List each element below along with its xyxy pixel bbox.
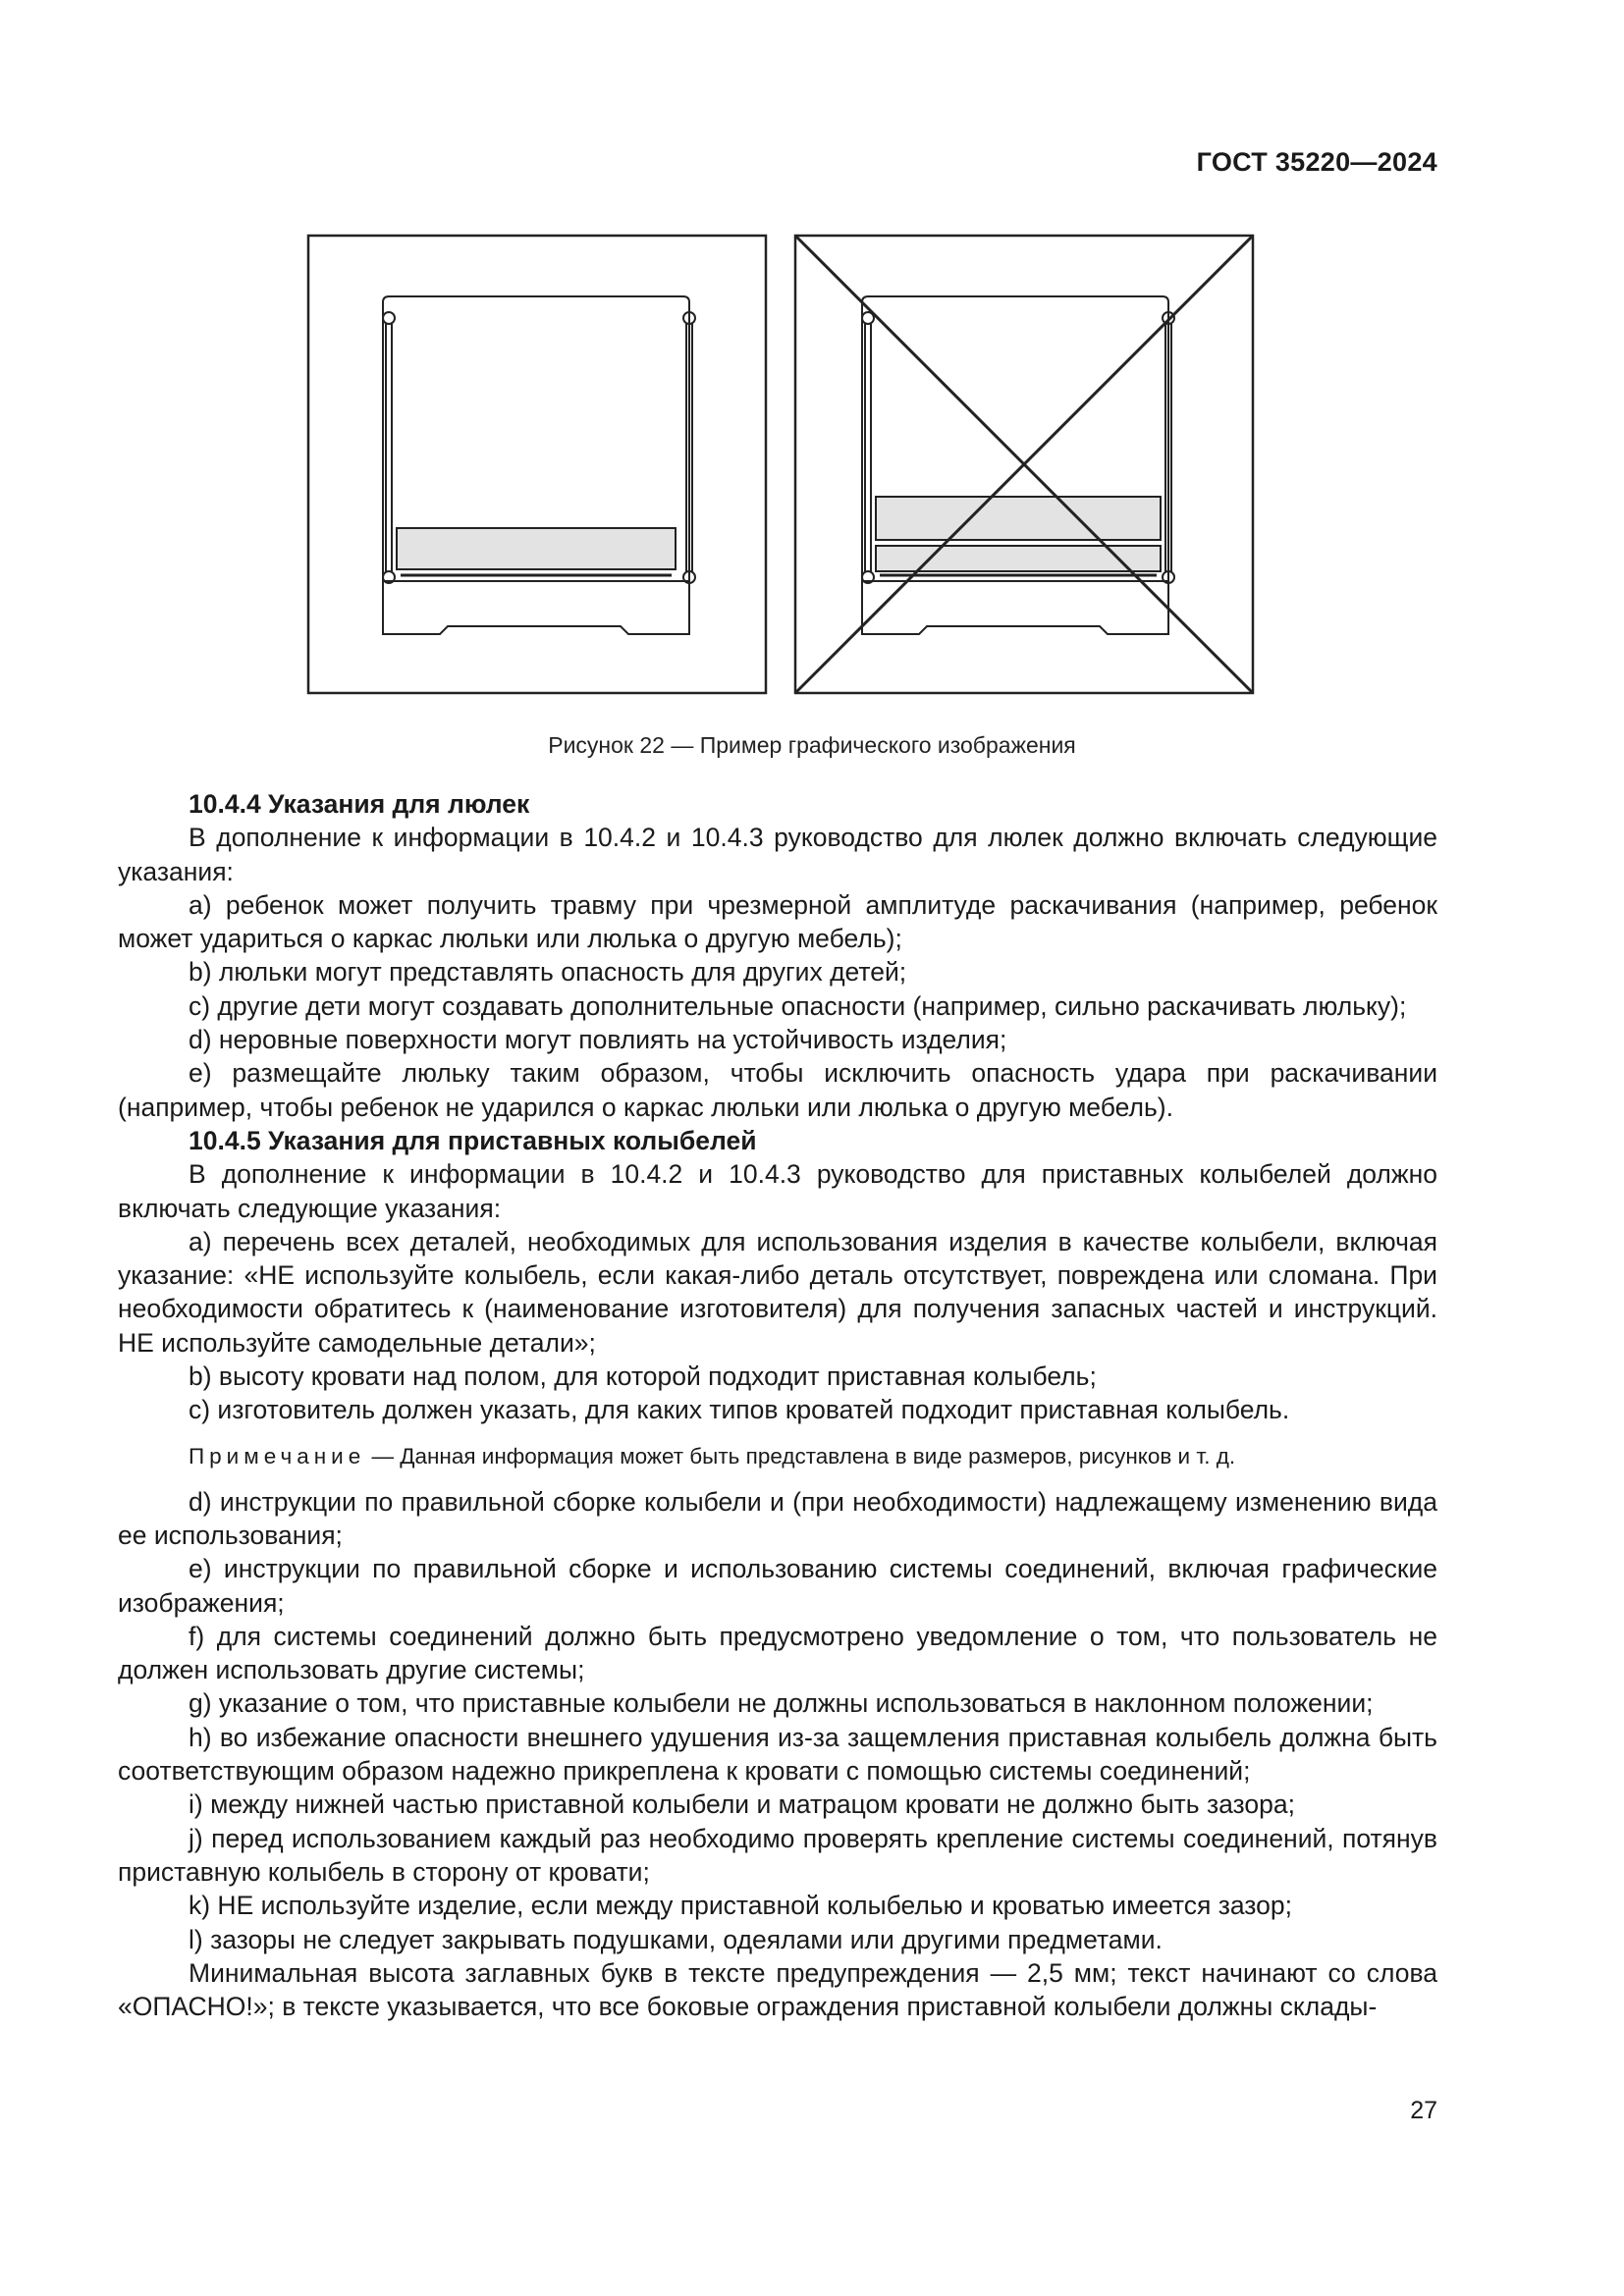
list-item: j) перед использованием каждый раз необходимо проверять крепление системы соединений, потянув приставную колыбель в сторону от кровати; xyxy=(118,1823,1437,1887)
list-item: а) ребенок может получить травму при чрезмерной амплитуде раскачивания (например, ребенок может удариться о каркас люльки или люлька о другую мебель); xyxy=(118,889,1437,954)
figure-22 xyxy=(306,234,1255,695)
document-header: ГОСТ 35220—2024 xyxy=(1196,147,1437,177)
paragraph: В дополнение к информации в 10.4.2 и 10.4.3 руководство для приставных колыбелей должно включать следующие указания: xyxy=(118,1159,1437,1223)
list-item: d) инструкции по правильной сборке колыбели и (при необходимости) надлежащему изменению вида ее использования; xyxy=(118,1486,1437,1550)
list-item: с) другие дети могут создавать дополнительные опасности (например, сильно раскачивать люльку); xyxy=(189,990,1407,1021)
list-item: d) неровные поверхности могут повлиять на устойчивость изделия; xyxy=(189,1025,1007,1055)
paragraph: В дополнение к информации в 10.4.2 и 10.4.3 руководство для люлек должно включать следующие указания: xyxy=(118,823,1437,886)
list-item: а) перечень всех деталей, необходимых для использования изделия в качестве колыбели, включая указание: «НЕ используйте колыбель, если какая-либо деталь отсутствует, повреждена или сломана. При необходимости обратитесь к (наименование изготовителя) для получения запасных частей и инструкций. НЕ используйте самодельные детали»; xyxy=(118,1226,1437,1358)
document-body xyxy=(118,787,1437,2023)
figure-panel-incorrect xyxy=(795,236,1253,693)
list-item: h) во избежание опасности внешнего удушения из-за защемления приставная колыбель должна быть соответствующим образом надежно прикреплена к кровати с помощью системы соединений; xyxy=(118,1722,1437,1787)
list-item: b) высоту кровати над полом, для которой подходит приставная колыбель; xyxy=(189,1362,1097,1392)
figure-panel-correct xyxy=(308,236,766,693)
note-text: — Данная информация может быть представлена в виде размеров, рисунков и т. д. xyxy=(365,1443,1236,1468)
note-label: Примечание xyxy=(189,1443,366,1468)
list-item: i) между нижней частью приставной колыбели и матрацом кровати не должно быть зазора; xyxy=(189,1789,1295,1820)
note xyxy=(118,1440,1437,1473)
list-item: е) размещайте люльку таким образом, чтобы исключить опасность удара при раскачивании (например, чтобы ребенок не ударился о каркас люльки или люлька о другую мебель). xyxy=(118,1058,1437,1122)
figure-drawing xyxy=(306,234,1255,695)
list-item: l) зазоры не следует закрывать подушками, одеялами или другими предметами. xyxy=(189,1924,1163,1954)
page-number: 27 xyxy=(1410,2097,1437,2124)
figure-caption: Рисунок 22 — Пример графического изображения xyxy=(548,732,1076,758)
list-item: f) для системы соединений должно быть предусмотрено уведомление о том, что пользователь не должен использовать другие системы; xyxy=(118,1621,1437,1685)
list-item: е) инструкции по правильной сборке и использованию системы соединений, включая графические изображения; xyxy=(118,1554,1437,1618)
paragraph: Минимальная высота заглавных букв в тексте предупреждения — 2,5 мм; текст начинают со слова «ОПАСНО!»; в тексте указывается, что все боковые ограждения приставной колыбели должны склады- xyxy=(118,1957,1437,2022)
section-heading-10-4-5: 10.4.5 Указания для приставных колыбелей xyxy=(189,1125,757,1155)
list-item: b) люльки могут представлять опасность для других детей; xyxy=(189,957,907,988)
list-item: k) НЕ используйте изделие, если между приставной колыбелью и кроватью имеется зазор; xyxy=(189,1891,1292,1921)
list-item: g) указание о том, что приставные колыбели не должны использоваться в наклонном положении; xyxy=(189,1688,1374,1719)
list-item: с) изготовитель должен указать, для каких типов кроватей подходит приставная колыбель. xyxy=(189,1395,1290,1425)
section-heading-10-4-4: 10.4.4 Указания для люлек xyxy=(189,789,530,819)
